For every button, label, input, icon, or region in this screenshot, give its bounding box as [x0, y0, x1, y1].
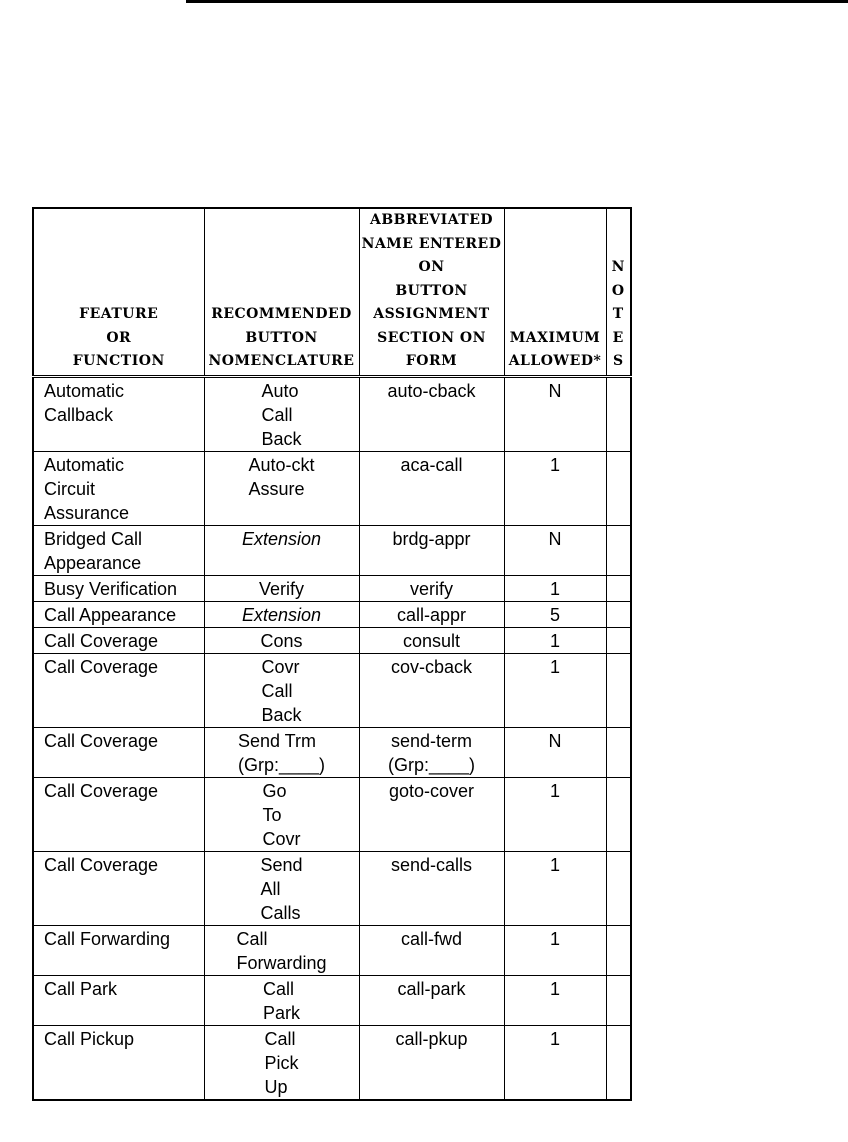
button-stack	[238, 729, 325, 777]
header-abbrev: ABBREVIATED NAME ENTERED ON BUTTON ASSIGNMENT SECTION ON FORM	[359, 208, 504, 376]
feature-cell-line: Callback	[44, 404, 114, 425]
notes-cell	[606, 653, 631, 727]
notes-cell	[606, 525, 631, 575]
button-cell	[204, 601, 359, 627]
button-stack	[236, 927, 326, 975]
maximum-cell: 1	[504, 451, 606, 525]
table-row	[33, 376, 631, 451]
button-stack	[260, 853, 302, 925]
feature-cell	[33, 653, 204, 727]
button-cell-line: All	[260, 878, 281, 899]
table-row	[33, 925, 631, 975]
feature-cell-line: Call Coverage	[44, 630, 159, 651]
feature-cell-line: Call Coverage	[44, 656, 159, 677]
abbrev-cell	[359, 525, 504, 575]
button-stack	[259, 577, 304, 601]
notes-cell	[606, 851, 631, 925]
button-stack	[242, 603, 321, 627]
table-row	[33, 653, 631, 727]
maximum-cell: 5	[504, 601, 606, 627]
button-cell-line: Verify	[258, 578, 305, 599]
button-cell-line: Forwarding	[236, 952, 327, 973]
button-cell	[204, 1025, 359, 1100]
notes-cell	[606, 575, 631, 601]
feature-cell	[33, 451, 204, 525]
feature-cell	[33, 727, 204, 777]
feature-cell	[33, 975, 204, 1025]
button-cell-line: Up	[264, 1076, 288, 1097]
maximum-cell: 1	[504, 575, 606, 601]
button-cell-line: Send	[260, 854, 303, 875]
table-row	[33, 451, 631, 525]
button-cell-line: Park	[262, 1002, 300, 1023]
table-row	[33, 627, 631, 653]
feature-cell	[33, 777, 204, 851]
notes-cell	[606, 925, 631, 975]
notes-cell	[606, 727, 631, 777]
button-cell	[204, 851, 359, 925]
button-cell-line: Pick	[264, 1052, 299, 1073]
abbrev-cell	[359, 451, 504, 525]
button-cell-line: Call	[236, 928, 268, 949]
table-row	[33, 525, 631, 575]
button-cell	[204, 627, 359, 653]
abbrev-cell	[359, 777, 504, 851]
maximum-cell: 1	[504, 627, 606, 653]
abbrev-cell-line: send-calls	[390, 854, 473, 875]
maximum-cell: N	[504, 727, 606, 777]
button-cell-line: To	[262, 804, 282, 825]
notes-cell	[606, 975, 631, 1025]
maximum-cell: 1	[504, 851, 606, 925]
table-body	[33, 376, 631, 1100]
header-row	[33, 208, 631, 376]
table-row	[33, 777, 631, 851]
button-cell	[204, 451, 359, 525]
button-cell	[204, 525, 359, 575]
notes-cell	[606, 627, 631, 653]
feature-cell-line: Busy Verification	[44, 578, 178, 599]
maximum-cell: N	[504, 525, 606, 575]
feature-cell-line: Automatic	[44, 380, 125, 401]
abbrev-cell	[359, 575, 504, 601]
top-rule	[186, 0, 848, 3]
button-cell-line: Auto	[261, 380, 299, 401]
feature-cell-line: Call Coverage	[44, 780, 159, 801]
feature-cell-line: Assurance	[44, 502, 130, 523]
button-cell-line: Covr	[261, 656, 300, 677]
button-cell	[204, 575, 359, 601]
abbrev-cell-line: (Grp:____)	[387, 754, 476, 775]
button-cell	[204, 925, 359, 975]
abbrev-cell-line: call-park	[397, 978, 466, 999]
button-cell	[204, 376, 359, 451]
button-cell-line: Call	[262, 978, 294, 999]
notes-cell	[606, 777, 631, 851]
button-stack	[262, 779, 300, 851]
button-cell-line: Auto-ckt	[248, 454, 315, 475]
abbrev-cell-line: consult	[402, 630, 461, 651]
header-button: RECOMMENDED BUTTON NOMENCLATURE	[204, 208, 359, 376]
button-stack	[261, 379, 301, 451]
notes-cell	[606, 451, 631, 525]
button-stack	[260, 629, 302, 653]
button-stack	[261, 655, 301, 727]
button-cell	[204, 653, 359, 727]
button-cell-line: Cons	[260, 630, 303, 651]
feature-cell	[33, 575, 204, 601]
abbrev-cell-line: aca-call	[400, 454, 463, 475]
table-row	[33, 575, 631, 601]
button-cell-line: Extension	[241, 528, 322, 549]
feature-cell-line: Call Appearance	[44, 604, 177, 625]
button-cell-line: Covr	[262, 828, 301, 849]
abbrev-cell	[359, 925, 504, 975]
abbrev-cell	[359, 851, 504, 925]
button-stack	[264, 1027, 298, 1099]
abbrev-cell-line: send-term	[390, 730, 473, 751]
notes-cell	[606, 1025, 631, 1100]
button-cell-line: Call	[261, 404, 293, 425]
button-stack	[248, 453, 314, 501]
table-row	[33, 975, 631, 1025]
abbrev-cell-line: call-pkup	[395, 1028, 468, 1049]
button-cell-line: Assure	[248, 478, 305, 499]
feature-cell-line: Automatic	[44, 454, 125, 475]
abbrev-cell	[359, 627, 504, 653]
abbrev-cell	[359, 1025, 504, 1100]
button-cell-line: (Grp:____)	[237, 754, 326, 775]
abbrev-cell	[359, 653, 504, 727]
feature-cell-line: Circuit	[44, 478, 96, 499]
feature-cell	[33, 851, 204, 925]
notes-cell	[606, 601, 631, 627]
button-cell-line: Back	[261, 704, 302, 725]
feature-cell-line: Appearance	[44, 552, 142, 573]
feature-cell	[33, 601, 204, 627]
button-cell-line: Go	[262, 780, 287, 801]
abbrev-cell	[359, 376, 504, 451]
maximum-cell: 1	[504, 653, 606, 727]
feature-cell	[33, 525, 204, 575]
abbrev-cell-line: call-appr	[396, 604, 467, 625]
feature-cell-line: Call Forwarding	[44, 928, 171, 949]
maximum-cell: 1	[504, 777, 606, 851]
feature-cell-line: Call Coverage	[44, 730, 159, 751]
table-row	[33, 601, 631, 627]
button-cell-line: Call	[264, 1028, 296, 1049]
maximum-cell: 1	[504, 1025, 606, 1100]
abbrev-cell-line: brdg-appr	[392, 528, 471, 549]
feature-cell	[33, 1025, 204, 1100]
feature-cell	[33, 627, 204, 653]
feature-cell	[33, 376, 204, 451]
header-maximum: MAXIMUM ALLOWED*	[504, 208, 606, 376]
abbrev-cell-line: goto-cover	[388, 780, 475, 801]
abbrev-cell-line: verify	[409, 578, 453, 599]
button-cell-line: Call	[261, 680, 293, 701]
button-cell	[204, 975, 359, 1025]
feature-cell	[33, 925, 204, 975]
abbrev-cell-line: cov-cback	[390, 656, 473, 677]
feature-cell-line: Call Pickup	[44, 1028, 135, 1049]
button-cell-line: Extension	[241, 604, 322, 625]
button-stack	[242, 527, 321, 551]
abbrev-cell	[359, 727, 504, 777]
maximum-cell: 1	[504, 925, 606, 975]
abbrev-cell-line: call-fwd	[400, 928, 462, 949]
feature-cell-line: Call Park	[44, 978, 118, 999]
maximum-cell: N	[504, 376, 606, 451]
header-notes: N O T E S	[606, 208, 631, 376]
button-stack	[263, 977, 300, 1025]
button-cell-line: Send Trm	[237, 730, 316, 751]
button-cell	[204, 777, 359, 851]
notes-cell	[606, 376, 631, 451]
table-row	[33, 727, 631, 777]
button-cell	[204, 727, 359, 777]
maximum-cell: 1	[504, 975, 606, 1025]
button-cell-line: Calls	[260, 902, 301, 923]
feature-cell-line: Call Coverage	[44, 854, 159, 875]
abbrev-cell	[359, 601, 504, 627]
button-cell-line: Back	[261, 428, 302, 449]
abbrev-cell	[359, 975, 504, 1025]
table-row	[33, 1025, 631, 1100]
feature-cell-line: Bridged Call	[44, 528, 143, 549]
abbrev-cell-line: auto-cback	[387, 380, 476, 401]
table-row	[33, 851, 631, 925]
button-assignment-table	[32, 207, 632, 1101]
header-feature: FEATURE OR FUNCTION	[33, 208, 204, 376]
